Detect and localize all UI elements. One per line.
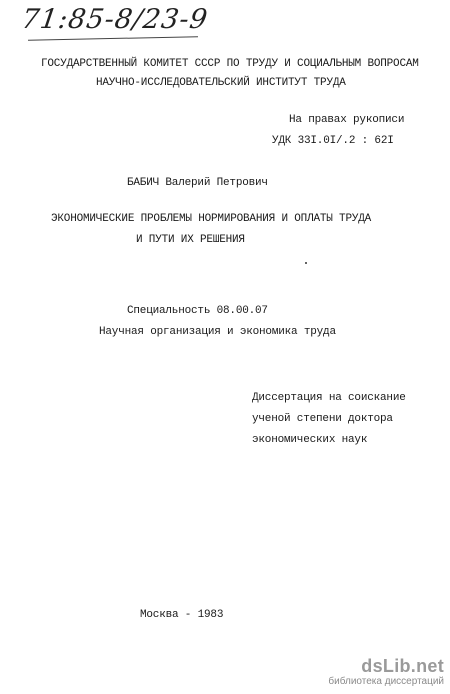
dissertation-line-1: Диссертация на соискание <box>252 392 406 404</box>
place-and-year: Москва - 1983 <box>140 609 224 621</box>
manuscript-status: На правах рукописи <box>289 114 405 126</box>
author-name: БАБИЧ Валерий Петрович <box>127 177 268 189</box>
dissertation-line-2: ученой степени доктора <box>252 413 393 425</box>
thesis-title-line-1: ЭКОНОМИЧЕСКИЕ ПРОБЛЕМЫ НОРМИРОВАНИЯ И ОПЛАТЫ ТРУДА <box>51 213 372 225</box>
organization-name: ГОСУДАРСТВЕННЫЙ КОМИТЕТ СССР ПО ТРУДУ И СОЦИАЛЬНЫМ ВОПРОСАМ <box>41 58 419 70</box>
udk-code: УДК 33I.0I/.2 : 62I <box>272 135 394 147</box>
handwritten-catalog-code: 71:85-8/23-9 <box>19 4 211 35</box>
specialty-name: Научная организация и экономика труда <box>99 326 336 338</box>
dissertation-line-3: экономических наук <box>252 434 368 446</box>
specialty-code: Специальность 08.00.07 <box>127 305 268 317</box>
institute-name: НАУЧНО-ИССЛЕДОВАТЕЛЬСКИЙ ИНСТИТУТ ТРУДА <box>96 77 346 89</box>
handwritten-underline <box>28 36 198 41</box>
watermark-logo: dsLib.net <box>361 656 444 676</box>
watermark <box>328 656 444 688</box>
thesis-title-line-2: И ПУТИ ИХ РЕШЕНИЯ <box>136 234 245 246</box>
watermark-subtitle: библиотека диссертаций <box>328 676 444 687</box>
stray-mark <box>305 262 307 264</box>
